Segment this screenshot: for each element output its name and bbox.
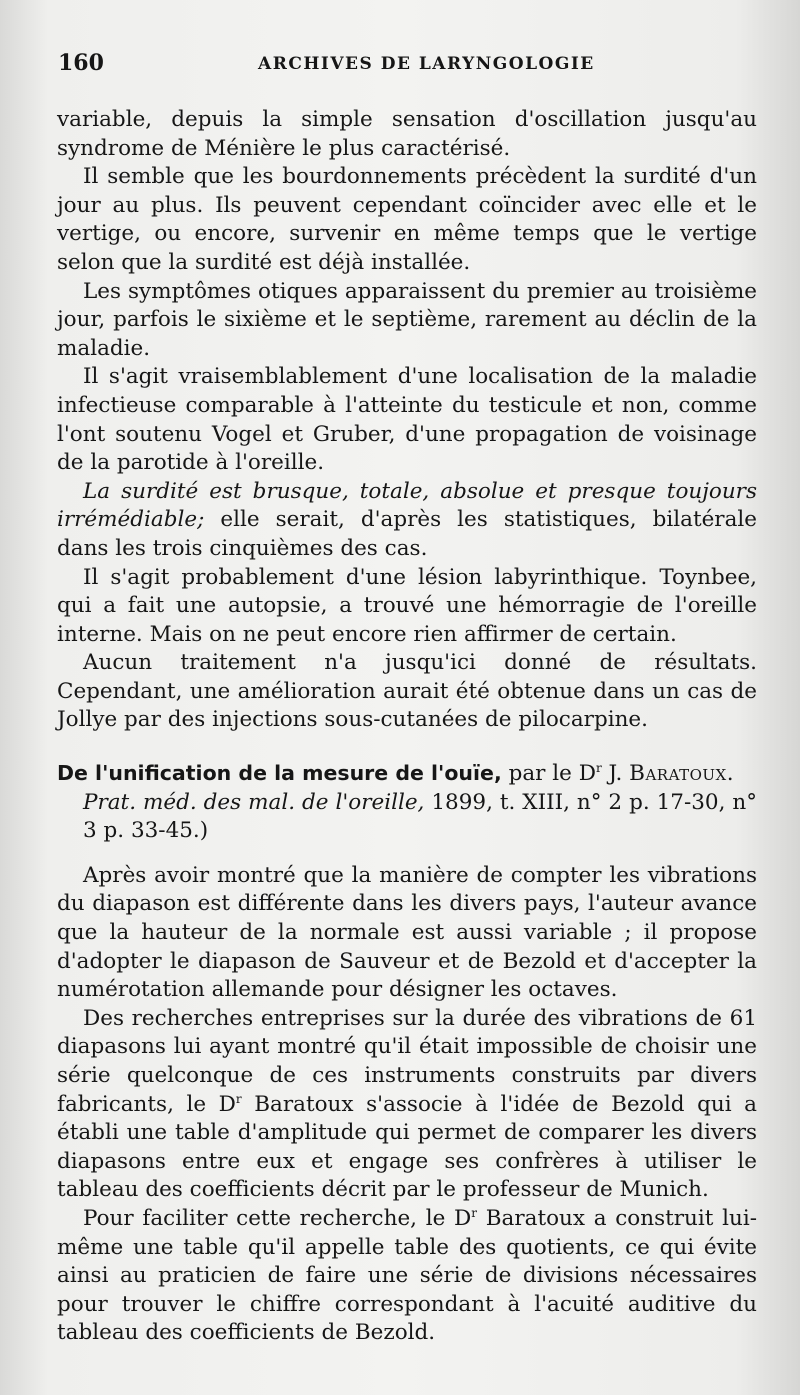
page-header [58, 50, 740, 86]
paragraph-5-rest: elle serait, d'après les statistiques, bilatérale dans les trois cinquièmes des cas. [57, 507, 757, 561]
paragraph-9-b: Baratoux s'associe à l'idée de Bezold qui a établi une table d'amplitude qui permet de comparer les divers diapasons entre eux et engage ses confrères à utiliser le tableau des coefficients décrit par le professeur de Munich. [57, 1091, 757, 1203]
paragraph-3: Les symptômes otiques apparaissent du premier au troisième jour, parfois le sixième et le septième, rarement au déclin de la maladie. [57, 278, 757, 361]
paragraph-9-sup: r [235, 1091, 242, 1106]
paragraph-7: Aucun traitement n'a jusqu'ici donné de résultats. Cependant, une amélioration aurait été obtenue dans un cas de Jollye par des injections sous-cutanées de pilocarpine. [57, 650, 757, 733]
paragraph-2: Il semble que les bourdonnements précèdent la surdité d'un jour au plus. Ils peuvent cependant coïncider avec elle et le vertige, ou encore, survenir en même temps que le vertige selon que la surdité est déjà installée. [57, 164, 757, 275]
paragraph-10-b: Baratoux a construit lui-même une table qu'il appelle table des quotients, ce qui évite ainsi au praticien de faire une série de divisions nécessaires pour trouver le chiffre correspondant à l'acuité auditive du tableau des coefficients de Bezold. [57, 1205, 757, 1346]
review-author-initial: J. [601, 761, 630, 787]
review-dr-sup: r [595, 760, 602, 775]
page-number: 160 [58, 50, 104, 76]
paragraph-5 [57, 478, 757, 564]
paragraph-5-italic: La surdité est brusque, totale, absolue et presque toujours irrémédiable; [57, 478, 757, 533]
review-source-journal: Prat. méd. des mal. de l'oreille, [83, 789, 425, 815]
paragraph-10 [57, 1205, 757, 1348]
review-author-name: Baratoux. [629, 761, 735, 787]
running-head: ARCHIVES DE LARYNGOLOGIE [258, 54, 595, 74]
paragraph-6: Il s'agit probablement d'une lésion labyrinthique. Toynbee, qui a fait une autopsie, a trouvé une hémorragie de l'oreille interne. Mais on ne peut encore rien affirmer de certain. [57, 564, 757, 647]
paragraph-10-a: Pour faciliter cette recherche, le D [83, 1205, 472, 1231]
review-source [57, 789, 757, 846]
paragraph-8: Après avoir montré que la manière de compter les vibrations du diapason est différente dans les divers pays, l'auteur avance que la hauteur de la normale est aussi variable ; il propose d'adopter le diapason de Sauveur et de Bezold et d'accepter la numérotation allemande pour désigner les octaves. [57, 862, 757, 1003]
paragraph-4: Il s'agit vraisemblablement d'une localisation de la maladie infectieuse comparable à l'atteinte du testicule et non, comme l'ont soutenu Vogel et Gruber, d'une propagation de voisinage de la parotide à l'oreille. [57, 364, 757, 476]
review-source-rest: 1899, t. XIII, n° 2 p. 17-30, n° 3 p. 33-45.) [83, 789, 757, 844]
review-by: par le D [501, 761, 596, 787]
page-body [57, 106, 757, 1348]
review-heading [57, 759, 757, 789]
paragraph-10-sup: r [471, 1205, 478, 1220]
paragraph-9-a: Des recherches entreprises sur la durée des vibrations de 61 diapasons lui ayant montré qu'il était impossible de choisir une série quelconque de ces instruments construits par divers fabricants, le D [57, 1005, 757, 1117]
review-title: De l'unification de la mesure de l'ouïe, [57, 761, 502, 786]
paragraph-9 [57, 1005, 757, 1205]
paragraph-1: variable, depuis la simple sensation d'oscillation jusqu'au syndrome de Ménière le plus caractérisé. [57, 107, 757, 161]
